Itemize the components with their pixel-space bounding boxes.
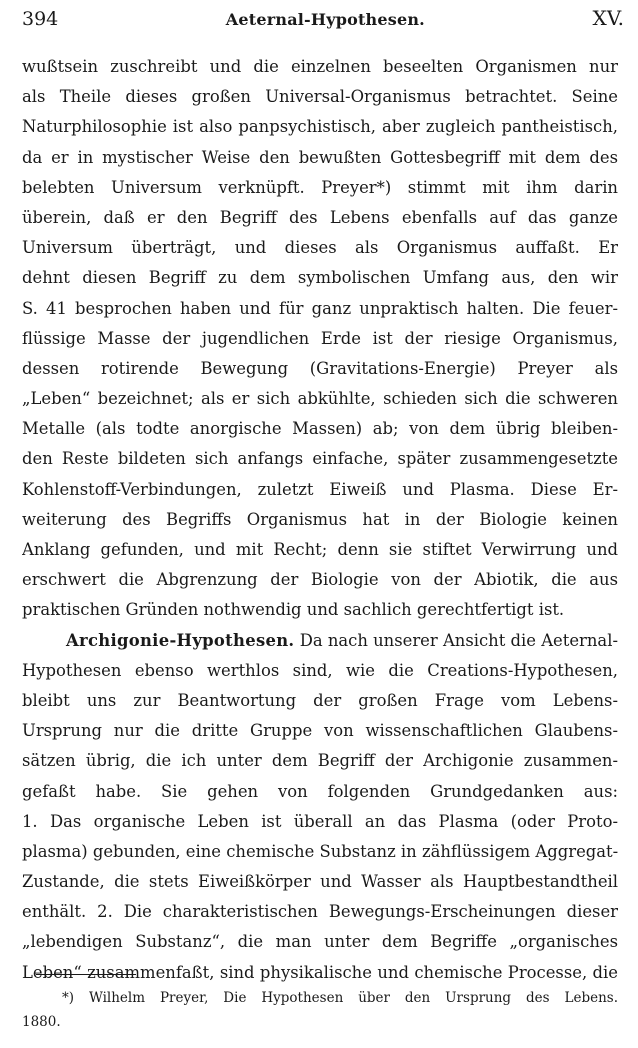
- section-heading-line: [22, 626, 618, 656]
- text-line: belebten Universum verknüpft. Preyer*) stimmt mit ihm darin: [22, 177, 618, 197]
- footnote-divider: [36, 974, 136, 975]
- footnote: [22, 986, 618, 1034]
- body-text: [22, 52, 618, 988]
- text-line: sätzen übrig, die ich unter dem Begriff der Archigonie zusammen-: [22, 751, 618, 771]
- text-line: gefaßt habe. Sie gehen von folgenden Grundgedanken aus:: [22, 781, 618, 801]
- text-line: dessen rotirende Bewegung (Gravitations-Energie) Preyer als: [22, 358, 618, 378]
- chapter-number: XV.: [592, 6, 624, 30]
- text-line: da er in mystischer Weise den bewußten Gottesbegriff mit dem des: [22, 147, 618, 167]
- text-line: Zustande, die stets Eiweißkörper und Wasser als Hauptbestandtheil: [22, 872, 618, 892]
- text-line: Ursprung nur die dritte Gruppe von wissenschaftlichen Glaubens-: [22, 721, 618, 741]
- text-line: als Theile dieses großen Universal-Organismus betrachtet. Seine: [22, 87, 618, 107]
- text-line: enthält. 2. Die charakteristischen Bewegungs-Erscheinungen dieser: [22, 902, 618, 922]
- text-line: Kohlenstoff-Verbindungen, zuletzt Eiweiß und Plasma. Diese Er-: [22, 479, 618, 499]
- page-header: [22, 6, 624, 36]
- text-line: Anklang gefunden, und mit Recht; denn sie stiftet Verwirrung und: [22, 540, 618, 559]
- text-line: bleibt uns zur Beantwortung der großen Frage vom Lebens-: [22, 690, 618, 710]
- text-line: dehnt diesen Begriff zu dem symbolischen Umfang aus, den wir: [22, 268, 618, 288]
- footnote-line: 1880.: [22, 1014, 61, 1030]
- text-line: Hypothesen ebenso werthlos sind, wie die Creations-Hypothesen,: [22, 660, 618, 680]
- text-line: überein, daß er den Begriff des Lebens ebenfalls auf das ganze: [22, 207, 618, 227]
- section-heading: Archigonie-Hypothesen.: [66, 630, 295, 650]
- footnote-line: *) Wilhelm Preyer, Die Hypothesen über den Ursprung des Lebens.: [62, 990, 618, 1006]
- text-line: „Leben“ bezeichnet; als er sich abkühlte, schieden sich die schweren: [22, 389, 618, 409]
- text-line: Universum überträgt, und dieses als Organismus auffaßt. Er: [22, 238, 618, 258]
- text-line: 1. Das organische Leben ist überall an das Plasma (oder Proto-: [22, 811, 618, 831]
- text-line: weiterung des Begriffs Organismus hat in der Biologie keinen: [22, 509, 618, 529]
- text-line: flüssige Masse der jugendlichen Erde ist der riesige Organismus,: [22, 328, 618, 348]
- text-line: wußtsein zuschreibt und die einzelnen beseelten Organismen nur: [22, 57, 618, 76]
- text-line: den Reste bildeten sich anfangs einfache, später zusammengesetzte: [22, 449, 618, 469]
- text-line: Da nach unserer Ansicht die Aeternal-: [299, 630, 618, 650]
- text-line: „lebendigen Substanz“, die man unter dem Begriffe „organisches: [22, 932, 618, 952]
- page-number: 394: [22, 8, 59, 30]
- text-line: Metalle (als todte anorgische Massen) ab; von dem übrig bleiben-: [22, 419, 618, 439]
- text-line: Naturphilosophie ist also panpsychistisch, aber zugleich pantheistisch,: [22, 117, 618, 137]
- text-line: Leben“ zusammenfaßt, sind physikalische und chemische Processe, die: [22, 962, 618, 982]
- running-title: Aeternal-Hypothesen.: [225, 10, 425, 29]
- text-line: erschwert die Abgrenzung der Biologie von der Abiotik, die aus: [22, 570, 618, 590]
- text-line: S. 41 besprochen haben und für ganz unpraktisch halten. Die feuer-: [22, 298, 618, 318]
- text-line: praktischen Gründen nothwendig und sachlich gerechtfertigt ist.: [22, 600, 565, 620]
- text-line: plasma) gebunden, eine chemische Substanz in zähflüssigem Aggregat-: [22, 841, 618, 861]
